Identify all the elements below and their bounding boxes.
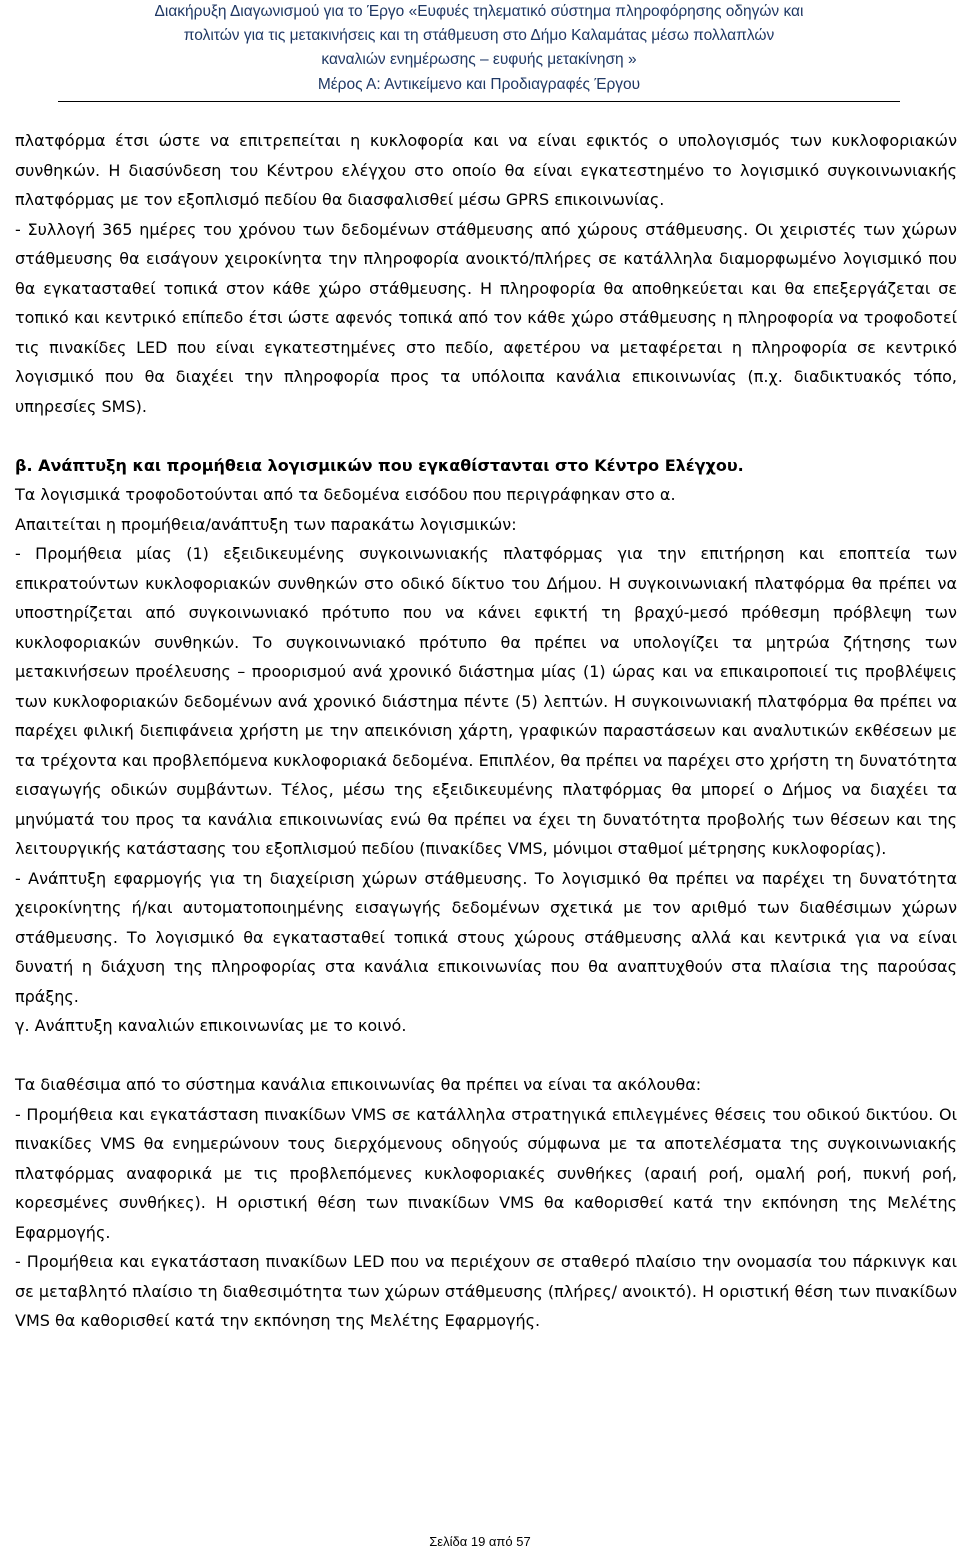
spacer — [15, 1041, 957, 1071]
header-title-line-2: πολιτών για τις μετακινήσεις και τη στάθμευση στο Δήμο Καλαμάτας μέσω πολλαπλών — [183, 27, 775, 45]
header-section-line: Μέρος Α: Αντικείμενο και Προδιαγραφές Έργου — [317, 75, 641, 93]
document-body — [15, 126, 957, 1336]
paragraph-vms-signs: - Προμήθεια και εγκατάσταση πινακίδων VMS σε κατάλληλα στρατηγικά επιλεγμένες θέσεις του οδικού δικτύου. Οι πινακίδες VMS θα ενημερώνουν τους διερχόμενους οδηγούς σύμφωνα με τα αποτελέσματα της συγκοινωνιακής πλατφόρμας αναφορικά με τις προβλεπόμενες κυκλοφοριακές συνθήκες (αραιή ροή, ομαλή ροή, πυκνή ροή, κορεσμένες συνθήκες). Η οριστική θέση των πινακίδων VMS θα καθορισθεί κατά την εκπόνηση της Μελέτης Εφαρμογής. — [15, 1104, 957, 1242]
page-number: Σελίδα 19 από 57 — [429, 1534, 531, 1549]
paragraph-channels-intro: Τα διαθέσιμα από το σύστημα κανάλια επικοινωνίας θα πρέπει να είναι τα ακόλουθα: — [15, 1075, 702, 1094]
paragraph-parking-app: - Ανάπτυξη εφαρμογής για τη διαχείριση χώρων στάθμευσης. Το λογισμικό θα πρέπει να παρέχει τη δυνατότητα χειροκίνητης ή/και αυτοματοποιημένης εισαγωγής δεδομένων σχετικά με τον αριθμό των διαθέσιμων χώρων στάθμευσης. Το λογισμικό θα εγκατασταθεί τοπικά στους χώρους στάθμευσης αλλά και κεντρικά για να είναι δυνατή η διάχυση της πληροφορίας στα κανάλια επικοινωνίας που θα αναπτυχθούν στα πλαίσια της παρούσας πράξης. — [15, 868, 957, 1006]
paragraph-parking-data-collection: - Συλλογή 365 ημέρες του χρόνου των δεδομένων στάθμευσης από χώρους στάθμευσης. Οι χειριστές των χώρων στάθμευσης θα εισάγουν χειροκίνητα την πληροφορία ανοικτό/πλήρες σε κατάλληλα διαμορφωμένο λογισμικό που θα εγκατασταθεί τοπικά στον κάθε χώρο στάθμευσης. Η πληροφορία θα αποθηκεύεται και θα επεξεργάζεται σε τοπικό και κεντρικό επίπεδο έτσι ώστε αφενός τοπικά από τον κάθε χώρο στάθμευσης η πληροφορία να τροφοδοτεί τις πινακίδες LED που είναι εγκατεστημένες στο πεδίο, αφετέρου να μεταφέρεται η πληροφορία σε κεντρικό λογισμικό που θα διαχέει την πληροφορία προς τα υπόλοιπα κανάλια επικοινωνίας (π.χ. διαδικτυακός τόπο, υπηρεσίες SMS). — [15, 219, 957, 416]
paragraph-platform-interconnection: πλατφόρμα έτσι ώστε να επιτρεπείται η κυκλοφορία και να είναι εφικτός ο υπολογισμός των κυκλοφοριακών συνθηκών. Η διασύνδεση του Κέντρου ελέγχου στο οποίο θα είναι εγκατεστημένο το λογισμικό συγκοινωνιακής πλατφόρμας με τον εξοπλισμό πεδίου θα διασφαλισθεί μέσω GPRS επικοινωνίας. — [15, 131, 957, 209]
section-heading-c: γ. Ανάπτυξη καναλιών επικοινωνίας με το κοινό. — [15, 1016, 407, 1035]
paragraph-transport-platform: - Προμήθεια μίας (1) εξειδικευμένης συγκοινωνιακής πλατφόρμας για την επιτήρηση και εποπτεία των επικρατούντων κυκλοφοριακών συνθηκών στο οδικό δίκτυο του Δήμου. Η συγκοινωνιακή πλατφόρμα θα πρέπει να υποστηρίζεται από συγκοινωνιακό πρότυπο που να κάνει εφικτή τη βραχύ-μεσό πρόθεσμη πρόβλεψη των κυκλοφοριακών συνθηκών. Το συγκοινωνιακό πρότυπο θα πρέπει να υπολογίζει τα μητρώα ζήτησης των μετακινήσεων προέλευσης – προορισμού ανά χρονικό διάστημα μίας (1) ώρας και να επικαιροποιεί τις προβλέψεις των κυκλοφοριακών δεδομένων ανά χρονικό διάστημα πέντε (5) λεπτών. Η συγκοινωνιακή πλατφόρμα θα πρέπει να παρέχει φιλική διεπιφάνεια χρήστη με την απεικόνιση χάρτη, γραφικών παραστάσεων και αναλυτικών εκθέσεων με τα τρέχοντα και προβλεπόμενα κυκλοφοριακά δεδομένα. Επιπλέον, θα πρέπει να παρέχει στο χρήστη τη δυνατότητα εισαγωγής οδικών συμβάντων. Τέλος, μέσω της εξειδικευμένης πλατφόρμας θα μπορεί ο Δήμος να διαχέει τα μηνύματά του προς τα κανάλια επικοινωνίας ενώ θα πρέπει να έχει τη δυνατότητα προβολής των θέσεων και της λειτουργικής κατάστασης του εξοπλισμού πεδίου (πινακίδες VMS, μόνιμοι σταθμοί μέτρησης κυκλοφορίας). — [15, 544, 957, 858]
header-title-line-1: Διακήρυξη Διαγωνισμού για το Έργο «Ευφυές τηλεματικό σύστημα πληροφόρησης οδηγών και — [154, 3, 804, 20]
section-heading-b: β. Ανάπτυξη και προμήθεια λογισμικών που εγκαθίστανται στο Κέντρο Ελέγχου. — [15, 455, 744, 475]
paragraph-led-signs: - Προμήθεια και εγκατάσταση πινακίδων LED που να περιέχουν σε σταθερό πλαίσιο την ονομασία του πάρκινγκ και σε μεταβλητό πλαίσιο τη διαθεσιμότητα των χώρων στάθμευσης (πλήρες/ ανοικτό). Η οριστική θέση των πινακίδων VMS θα καθορισθεί κατά την εκπόνηση της Μελέτης Εφαρμογής. — [15, 1252, 957, 1330]
paragraph-software-inputs: Τα λογισμικά τροφοδοτούνται από τα δεδομένα εισόδου που περιγράφηκαν στο α. — [15, 485, 676, 504]
header-title-line-3: καναλιών ενημέρωσης – ευφυής μετακίνηση » — [321, 51, 637, 69]
spacer — [15, 421, 957, 451]
paragraph-software-requirements: Απαιτείται η προμήθεια/ανάπτυξη των παρακάτω λογισμικών: — [15, 514, 517, 534]
document-header — [58, 0, 900, 102]
